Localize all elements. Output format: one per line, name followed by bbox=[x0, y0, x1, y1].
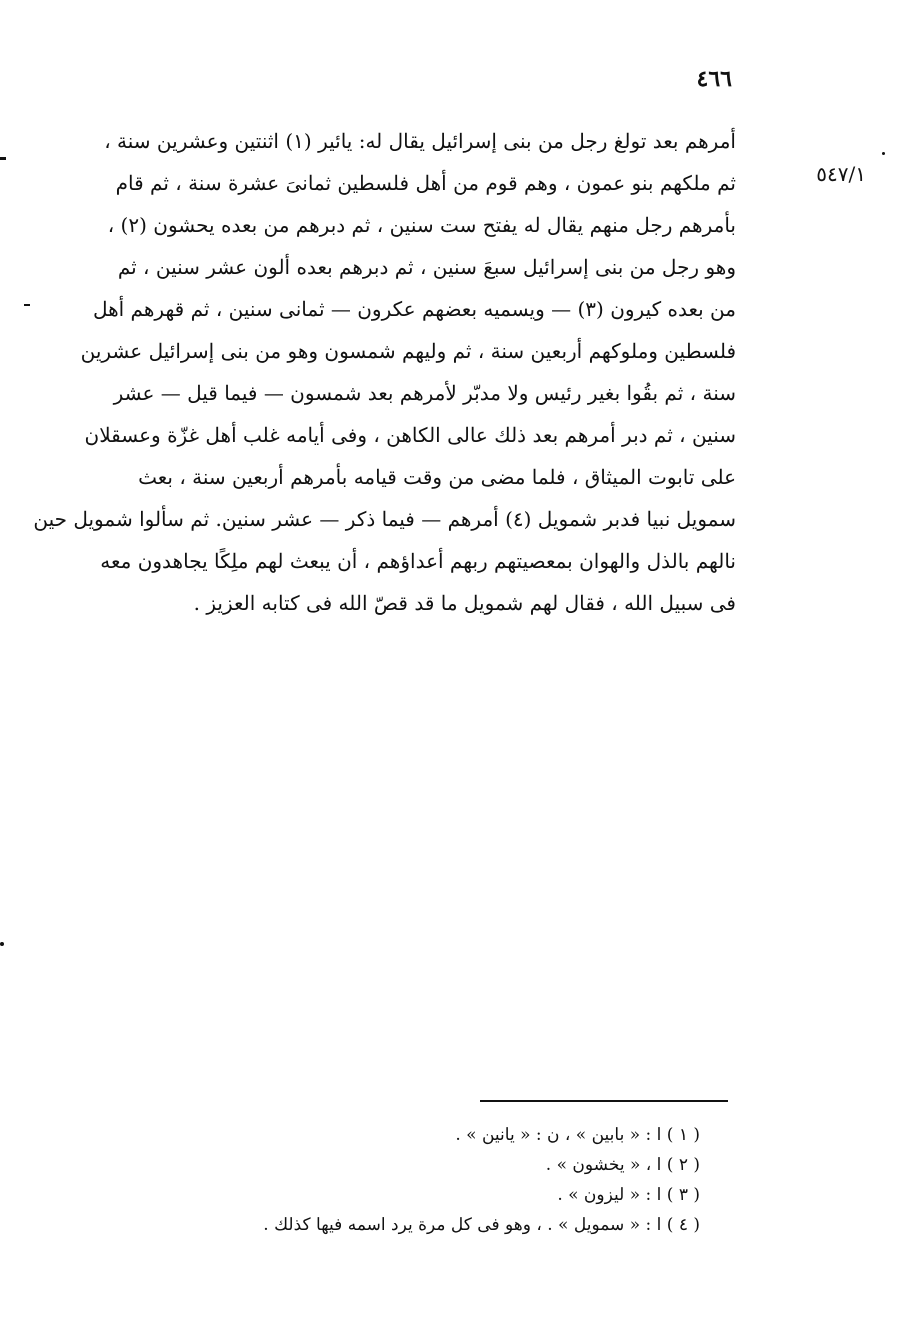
footnote-item: ( ٤ ) ا : « سمويل » . ، وهو فى كل مرة يرد اسمه فيها كذلك . bbox=[263, 1215, 700, 1235]
body-line: وهو رجل من بنى إسرائيل سبعَ سنين ، ثم دبرهم بعده ألون عشر سنين ، ثم bbox=[117, 255, 736, 279]
body-line: فى سبيل الله ، فقال لهم شمويل ما قد قصّ الله فى كتابه العزيز . bbox=[193, 591, 736, 615]
footnote-item: ( ١ ) ا : « بابين » ، ن : « يانين » . bbox=[455, 1125, 700, 1145]
scan-speck bbox=[0, 157, 6, 160]
scan-speck bbox=[0, 942, 4, 946]
body-line: ثم ملكهم بنو عمون ، وهم قوم من أهل فلسطين ثمانىَ عشرة سنة ، ثم قام bbox=[115, 171, 736, 195]
footnotes bbox=[260, 1120, 700, 1240]
page-number: ٤٦٦ bbox=[696, 66, 732, 92]
body-line: أمرهم بعد تولغ رجل من بنى إسرائيل يقال له: يائير (١) اثنتين وعشرين سنة ، bbox=[104, 129, 736, 153]
scan-speck bbox=[24, 304, 30, 306]
body-line: فلسطين وملوكهم أربعين سنة ، ثم وليهم شمسون وهو من بنى إسرائيل عشرين bbox=[80, 339, 736, 363]
margin-reference: ٥٤٧/١ bbox=[816, 162, 866, 186]
body-line: سمويل نبيا فدبر شمويل (٤) أمرهم — فيما ذكر — عشر سنين. ثم سألوا شمويل حين bbox=[33, 507, 736, 531]
footnote-item: ( ٣ ) ا : « ليزون » . bbox=[557, 1185, 700, 1205]
footnote-item: ( ٢ ) ا ، « يخشون » . bbox=[545, 1155, 700, 1175]
body-line: على تابوت الميثاق ، فلما مضى من وقت قيامه بأمرهم أربعين سنة ، بعث bbox=[138, 465, 736, 489]
footnote-divider bbox=[480, 1100, 728, 1102]
body-text bbox=[33, 120, 736, 624]
scan-speck bbox=[882, 152, 885, 155]
body-line: سنة ، ثم بقُوا بغير رئيس ولا مدبّر لأمرهم بعد شمسون — فيما قيل — عشر bbox=[113, 381, 736, 405]
body-line: من بعده كيرون (٣) — ويسميه بعضهم عكرون — ثمانى سنين ، ثم قهرهم أهل bbox=[92, 297, 736, 321]
body-line: سنين ، ثم دبر أمرهم بعد ذلك عالى الكاهن ، وفى أيامه غلب أهل غزّة وعسقلان bbox=[84, 423, 736, 447]
body-line: بأمرهم رجل منهم يقال له يفتح ست سنين ، ثم دبرهم من بعده يحشون (٢) ، bbox=[107, 213, 736, 237]
body-line: نالهم بالذل والهوان بمعصيتهم ربهم أعداؤهم ، أن يبعث لهم ملِكًا يجاهدون معه bbox=[100, 549, 736, 573]
